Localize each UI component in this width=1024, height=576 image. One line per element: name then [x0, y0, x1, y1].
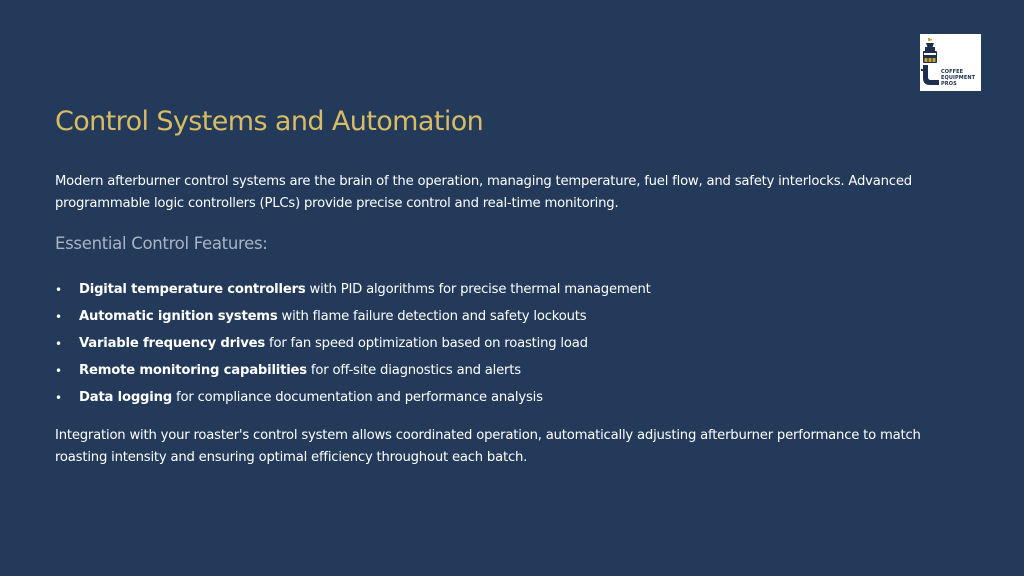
feature-title: Digital temperature controllers: [79, 282, 306, 297]
feature-item: [55, 279, 651, 306]
feature-item: [55, 306, 651, 333]
feature-description: with PID algorithms for precise thermal management: [305, 282, 651, 297]
bullet-icon: •: [55, 364, 62, 378]
slide-title: Control Systems and Automation: [55, 106, 484, 137]
feature-list: [55, 279, 651, 414]
features-subheading: Essential Control Features:: [55, 234, 268, 253]
feature-item: [55, 360, 651, 387]
logo-line-3: PROS: [941, 81, 957, 87]
logo-line-1: COFFEE: [941, 69, 964, 75]
feature-title: Data logging: [79, 390, 173, 405]
logo-wordmark: [941, 69, 975, 87]
company-logo: [920, 34, 981, 91]
feature-title: Automatic ignition systems: [79, 309, 278, 324]
feature-title: Remote monitoring capabilities: [79, 363, 307, 378]
feature-title: Variable frequency drives: [79, 336, 266, 351]
bullet-icon: •: [55, 337, 62, 351]
feature-description: for fan speed optimization based on roasting load: [265, 336, 588, 351]
bullet-icon: •: [55, 391, 62, 405]
bullet-icon: •: [55, 310, 62, 324]
closing-paragraph: Integration with your roaster's control system allows coordinated operation, automatically adjusting afterburner performance to match roasting intensity and ensuring optimal efficiency throughout each batch.: [55, 428, 921, 465]
feature-item: [55, 333, 651, 360]
feature-description: with flame failure detection and safety lockouts: [277, 309, 587, 324]
feature-description: for compliance documentation and performance analysis: [172, 390, 543, 405]
logo-line-2: EQUIPMENT: [941, 75, 976, 81]
bullet-icon: •: [55, 283, 62, 297]
feature-description: for off-site diagnostics and alerts: [306, 363, 521, 378]
feature-item: [55, 387, 651, 414]
intro-paragraph: Modern afterburner control systems are the brain of the operation, managing temperature, fuel flow, and safety interlocks. Advanced programmable logic controllers (PLCs) provide precise control and real-time monitoring.: [55, 174, 912, 211]
